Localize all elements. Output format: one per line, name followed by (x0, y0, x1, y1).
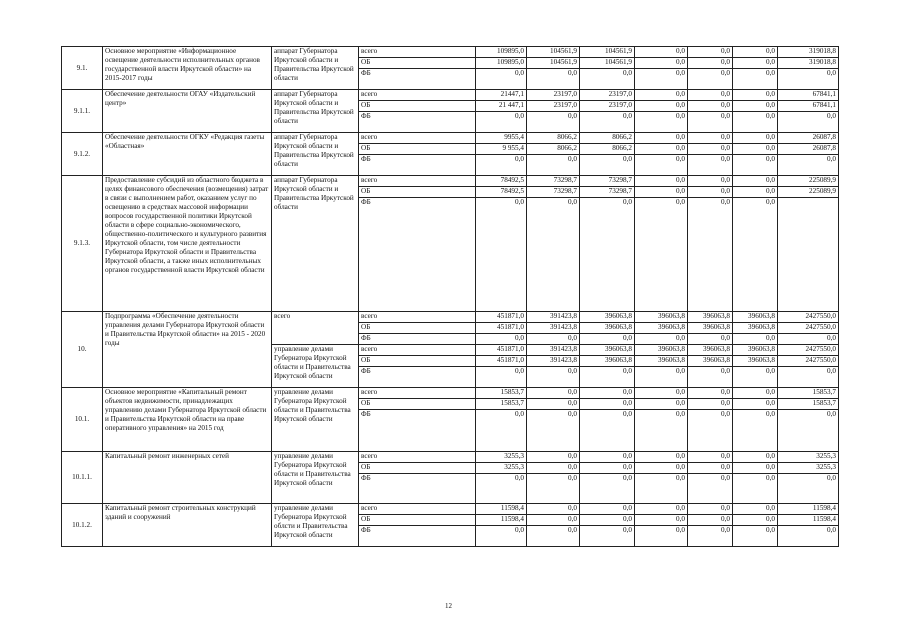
total-value: 225089,9 (778, 187, 839, 198)
funding-source: ФБ (359, 410, 476, 452)
total-value (778, 198, 839, 312)
responsible-executor: аппарат Губернатора Иркутской области и Правительства Иркутской области (272, 90, 359, 133)
activity-name: Капитальный ремонт инженерных сетей (103, 452, 272, 504)
year-value: 0,0 (580, 463, 635, 474)
year-value: 396063,8 (733, 356, 778, 367)
year-value: 0,0 (688, 176, 733, 187)
year-value: 0,0 (635, 90, 688, 101)
responsible-executor: аппарат Губернатора Иркутской области и Правительства Иркутской области (272, 47, 359, 90)
year-value: 0,0 (688, 452, 733, 463)
year-value: 0,0 (688, 504, 733, 515)
year-value: 0,0 (476, 198, 527, 312)
total-value: 0,0 (778, 112, 839, 133)
total-value: 26087,8 (778, 133, 839, 144)
year-value: 15853,7 (476, 388, 527, 399)
year-value: 451871,0 (476, 345, 527, 356)
total-value: 3255,3 (778, 463, 839, 474)
funding-source: ФБ (359, 198, 476, 312)
year-value: 0,0 (733, 474, 778, 504)
total-value: 0,0 (778, 155, 839, 176)
year-value: 78492,5 (476, 176, 527, 187)
year-value: 0,0 (580, 410, 635, 452)
year-value: 396063,8 (580, 312, 635, 323)
year-value: 0,0 (733, 112, 778, 133)
year-value: 396063,8 (580, 323, 635, 334)
funding-source: всего (359, 452, 476, 463)
year-value: 391423,8 (527, 345, 580, 356)
year-value: 391423,8 (527, 323, 580, 334)
year-value: 0,0 (527, 452, 580, 463)
year-value: 0,0 (580, 452, 635, 463)
total-value: 0,0 (778, 474, 839, 504)
funding-source: всего (359, 176, 476, 187)
row-number: 10.1.2. (62, 504, 103, 547)
year-value: 73298,7 (580, 176, 635, 187)
year-value: 0,0 (635, 155, 688, 176)
year-value: 78492,5 (476, 187, 527, 198)
year-value: 11598,4 (476, 515, 527, 526)
year-value: 0,0 (688, 47, 733, 58)
year-value: 0,0 (580, 399, 635, 410)
year-value: 0,0 (527, 388, 580, 399)
funding-source: ФБ (359, 334, 476, 345)
total-value: 0,0 (778, 410, 839, 452)
year-value: 0,0 (635, 399, 688, 410)
year-value: 0,0 (688, 155, 733, 176)
year-value: 451871,0 (476, 312, 527, 323)
year-value: 0,0 (635, 176, 688, 187)
year-value: 0,0 (527, 399, 580, 410)
year-value: 23197,0 (527, 90, 580, 101)
total-value: 0,0 (778, 334, 839, 345)
year-value: 3255,3 (476, 452, 527, 463)
year-value: 23197,0 (580, 90, 635, 101)
year-value: 0,0 (527, 367, 580, 388)
year-value: 0,0 (733, 155, 778, 176)
year-value: 0,0 (733, 69, 778, 90)
activity-name: Обеспечение деятельности ОГКУ «Редакция газеты «Областная» (103, 133, 272, 176)
year-value: 0,0 (527, 474, 580, 504)
year-value: 391423,8 (527, 312, 580, 323)
funding-source: ОБ (359, 187, 476, 198)
year-value: 15853,7 (476, 399, 527, 410)
year-value: 0,0 (527, 155, 580, 176)
year-value: 0,0 (527, 198, 580, 312)
year-value: 396063,8 (688, 345, 733, 356)
year-value: 0,0 (580, 504, 635, 515)
funding-source: ОБ (359, 356, 476, 367)
year-value: 8066,2 (580, 144, 635, 155)
year-value: 0,0 (580, 112, 635, 133)
year-value: 8066,2 (580, 133, 635, 144)
budget-table (61, 46, 839, 547)
year-value: 0,0 (580, 198, 635, 312)
year-value: 0,0 (635, 187, 688, 198)
year-value: 0,0 (635, 526, 688, 547)
year-value: 396063,8 (635, 312, 688, 323)
year-value: 0,0 (635, 198, 688, 312)
year-value: 396063,8 (688, 312, 733, 323)
funding-source: ФБ (359, 526, 476, 547)
year-value: 451871,0 (476, 323, 527, 334)
year-value: 0,0 (688, 526, 733, 547)
activity-name: Основное мероприятие «Капитальный ремонт объектов недвижимости, принадлежащих управлению делами Губернатора Иркутской области и Правительства Иркутской области на праве оперативного управления» на 2015 год (103, 388, 272, 452)
table-row (62, 312, 839, 323)
year-value: 0,0 (527, 515, 580, 526)
total-value: 319018,8 (778, 58, 839, 69)
year-value: 21447,1 (476, 90, 527, 101)
funding-source: всего (359, 345, 476, 356)
year-value: 0,0 (688, 334, 733, 345)
year-value: 0,0 (733, 176, 778, 187)
year-value: 0,0 (688, 101, 733, 112)
year-value: 0,0 (688, 474, 733, 504)
year-value: 9 955,4 (476, 144, 527, 155)
year-value: 0,0 (733, 515, 778, 526)
funding-source: ФБ (359, 112, 476, 133)
funding-source: всего (359, 133, 476, 144)
year-value: 0,0 (476, 334, 527, 345)
year-value: 8066,2 (527, 144, 580, 155)
funding-source: ФБ (359, 69, 476, 90)
year-value: 0,0 (635, 101, 688, 112)
year-value: 0,0 (688, 187, 733, 198)
year-value: 0,0 (635, 463, 688, 474)
responsible-executor: управление делами Губернатора Иркутской облсти и Правительства Иркутской области (272, 504, 359, 547)
row-number: 10.1. (62, 388, 103, 452)
year-value: 0,0 (635, 69, 688, 90)
table-row (62, 90, 839, 101)
year-value: 396063,8 (635, 345, 688, 356)
year-value: 0,0 (733, 101, 778, 112)
year-value: 396063,8 (733, 323, 778, 334)
funding-source: всего (359, 90, 476, 101)
year-value: 0,0 (688, 133, 733, 144)
year-value: 0,0 (733, 187, 778, 198)
year-value: 0,0 (635, 388, 688, 399)
responsible-executor: всего (272, 312, 359, 345)
year-value: 0,0 (733, 399, 778, 410)
year-value: 396063,8 (635, 356, 688, 367)
year-value: 11598,4 (476, 504, 527, 515)
year-value: 0,0 (580, 69, 635, 90)
total-value: 319018,8 (778, 47, 839, 58)
table-row (62, 452, 839, 463)
year-value: 0,0 (733, 410, 778, 452)
year-value: 0,0 (476, 69, 527, 90)
year-value: 0,0 (688, 69, 733, 90)
year-value: 0,0 (688, 90, 733, 101)
year-value: 109895,0 (476, 58, 527, 69)
year-value: 0,0 (527, 504, 580, 515)
year-value: 0,0 (635, 58, 688, 69)
year-value: 0,0 (733, 58, 778, 69)
year-value: 109895,0 (476, 47, 527, 58)
year-value: 104561,9 (580, 58, 635, 69)
year-value: 0,0 (580, 526, 635, 547)
funding-source: всего (359, 47, 476, 58)
year-value: 0,0 (527, 463, 580, 474)
funding-source: ОБ (359, 463, 476, 474)
year-value: 0,0 (635, 504, 688, 515)
total-value: 15853,7 (778, 399, 839, 410)
year-value: 0,0 (733, 452, 778, 463)
year-value: 0,0 (635, 47, 688, 58)
row-number: 9.1.1. (62, 90, 103, 133)
table-row (62, 176, 839, 187)
year-value: 0,0 (635, 474, 688, 504)
total-value: 0,0 (778, 526, 839, 547)
funding-source: ФБ (359, 367, 476, 388)
row-number: 10.1.1. (62, 452, 103, 504)
year-value: 0,0 (733, 504, 778, 515)
year-value: 0,0 (688, 463, 733, 474)
year-value: 3255,3 (476, 463, 527, 474)
year-value: 104561,9 (580, 47, 635, 58)
year-value: 0,0 (476, 367, 527, 388)
year-value: 0,0 (527, 69, 580, 90)
total-value: 225089,9 (778, 176, 839, 187)
funding-source: ОБ (359, 515, 476, 526)
row-number: 9.1. (62, 47, 103, 90)
funding-source: всего (359, 504, 476, 515)
funding-source: всего (359, 388, 476, 399)
year-value: 0,0 (733, 334, 778, 345)
year-value: 0,0 (733, 367, 778, 388)
total-value: 11598,4 (778, 504, 839, 515)
year-value: 0,0 (688, 410, 733, 452)
year-value: 0,0 (688, 112, 733, 133)
total-value: 15853,7 (778, 388, 839, 399)
total-value: 11598,4 (778, 515, 839, 526)
total-value: 67841,1 (778, 90, 839, 101)
year-value: 0,0 (733, 47, 778, 58)
year-value: 23197,0 (580, 101, 635, 112)
year-value: 0,0 (580, 515, 635, 526)
year-value: 0,0 (476, 155, 527, 176)
funding-source: ОБ (359, 101, 476, 112)
funding-source: ОБ (359, 323, 476, 334)
activity-name: Основное мероприятие «Информационное освещение деятельности исполнительных органов государственной власти Иркутской области» на 2015-2017 годы (103, 47, 272, 90)
year-value: 0,0 (688, 58, 733, 69)
year-value: 396063,8 (733, 312, 778, 323)
row-number: 9.1.3. (62, 176, 103, 312)
year-value: 0,0 (635, 515, 688, 526)
year-value: 0,0 (476, 410, 527, 452)
year-value: 0,0 (635, 144, 688, 155)
year-value: 0,0 (580, 367, 635, 388)
year-value: 0,0 (635, 334, 688, 345)
year-value: 0,0 (635, 112, 688, 133)
year-value: 73298,7 (527, 176, 580, 187)
responsible-executor: аппарат Губернатора Иркутской области и Правительства Иркутской области (272, 133, 359, 176)
total-value: 2427550,0 (778, 323, 839, 334)
responsible-executor: управление делами Губернатора Иркутской области и Правительства Иркутской области (272, 388, 359, 452)
activity-name: Капитальный ремонт строительных конструкций зданий и сооружений (103, 504, 272, 547)
year-value: 21 447,1 (476, 101, 527, 112)
year-value: 0,0 (635, 367, 688, 388)
year-value: 396063,8 (580, 356, 635, 367)
total-value: 67841,1 (778, 101, 839, 112)
total-value: 2427550,0 (778, 345, 839, 356)
year-value: 0,0 (733, 90, 778, 101)
row-number: 10. (62, 312, 103, 388)
year-value: 0,0 (580, 155, 635, 176)
year-value: 9955,4 (476, 133, 527, 144)
year-value: 73298,7 (580, 187, 635, 198)
year-value: 0,0 (733, 133, 778, 144)
total-value: 2427550,0 (778, 312, 839, 323)
table-row (62, 388, 839, 399)
funding-source: всего (359, 312, 476, 323)
year-value: 0,0 (527, 410, 580, 452)
activity-name: Предоставление субсидий из областного бюджета в целях финансового обеспечения (возмещения) затрат в связи с выполнением работ, оказанием услуг по освещению в средствах массовой информации вопросов государственной политики Иркутской области в сфере социально-экономического, общественно-политического и культурного развития Иркутской области, том числе деятельности Губернатора Иркутской области и Правительства Иркутской области, а также иных исполнительных органов государственной власти Иркутской области (103, 176, 272, 312)
year-value: 0,0 (476, 526, 527, 547)
year-value: 8066,2 (527, 133, 580, 144)
responsible-executor: управление делами Губернатора Иркутской области и Правительства Иркутской области (272, 452, 359, 504)
year-value: 0,0 (635, 452, 688, 463)
year-value: 0,0 (527, 112, 580, 133)
year-value: 396063,8 (688, 356, 733, 367)
table-row (62, 133, 839, 144)
year-value: 396063,8 (635, 323, 688, 334)
year-value: 73298,7 (527, 187, 580, 198)
year-value: 451871,0 (476, 356, 527, 367)
year-value: 0,0 (688, 198, 733, 312)
year-value: 104561,9 (527, 58, 580, 69)
year-value: 0,0 (476, 112, 527, 133)
responsible-executor: аппарат Губернатора Иркутской области и Правительства Иркутской области (272, 176, 359, 312)
year-value: 23197,0 (527, 101, 580, 112)
year-value: 0,0 (733, 198, 778, 312)
year-value: 0,0 (688, 144, 733, 155)
funding-source: ФБ (359, 155, 476, 176)
year-value: 0,0 (580, 388, 635, 399)
total-value: 3255,3 (778, 452, 839, 463)
total-value: 26087,8 (778, 144, 839, 155)
year-value: 0,0 (733, 144, 778, 155)
total-value: 0,0 (778, 367, 839, 388)
total-value: 0,0 (778, 69, 839, 90)
funding-source: ОБ (359, 399, 476, 410)
page-number: 12 (445, 602, 452, 610)
year-value: 0,0 (476, 474, 527, 504)
year-value: 0,0 (733, 526, 778, 547)
year-value: 396063,8 (688, 323, 733, 334)
year-value: 0,0 (635, 410, 688, 452)
activity-name: Обеспечение деятельности ОГАУ «Издательский центр» (103, 90, 272, 133)
year-value: 0,0 (527, 526, 580, 547)
year-value: 0,0 (688, 515, 733, 526)
year-value: 396063,8 (733, 345, 778, 356)
year-value: 391423,8 (527, 356, 580, 367)
year-value: 0,0 (580, 474, 635, 504)
funding-source: ОБ (359, 144, 476, 155)
responsible-executor: управление делами Губернатора Иркутской области и Правительства Иркутской области (272, 345, 359, 388)
year-value: 0,0 (733, 463, 778, 474)
table-row (62, 47, 839, 58)
activity-name: Подпрограмма «Обеспечение деятельности управления делами Губернатора Иркутской области и Правительства Иркутской области» на 2015 - 2020 годы (103, 312, 272, 388)
year-value: 104561,9 (527, 47, 580, 58)
funding-source: ФБ (359, 474, 476, 504)
funding-source: ОБ (359, 58, 476, 69)
year-value: 0,0 (688, 399, 733, 410)
row-number: 9.1.2. (62, 133, 103, 176)
year-value: 0,0 (688, 388, 733, 399)
table-row (62, 504, 839, 515)
total-value: 2427550,0 (778, 356, 839, 367)
year-value: 0,0 (635, 133, 688, 144)
year-value: 396063,8 (580, 345, 635, 356)
year-value: 0,0 (688, 367, 733, 388)
year-value: 0,0 (733, 388, 778, 399)
year-value: 0,0 (527, 334, 580, 345)
year-value: 0,0 (580, 334, 635, 345)
